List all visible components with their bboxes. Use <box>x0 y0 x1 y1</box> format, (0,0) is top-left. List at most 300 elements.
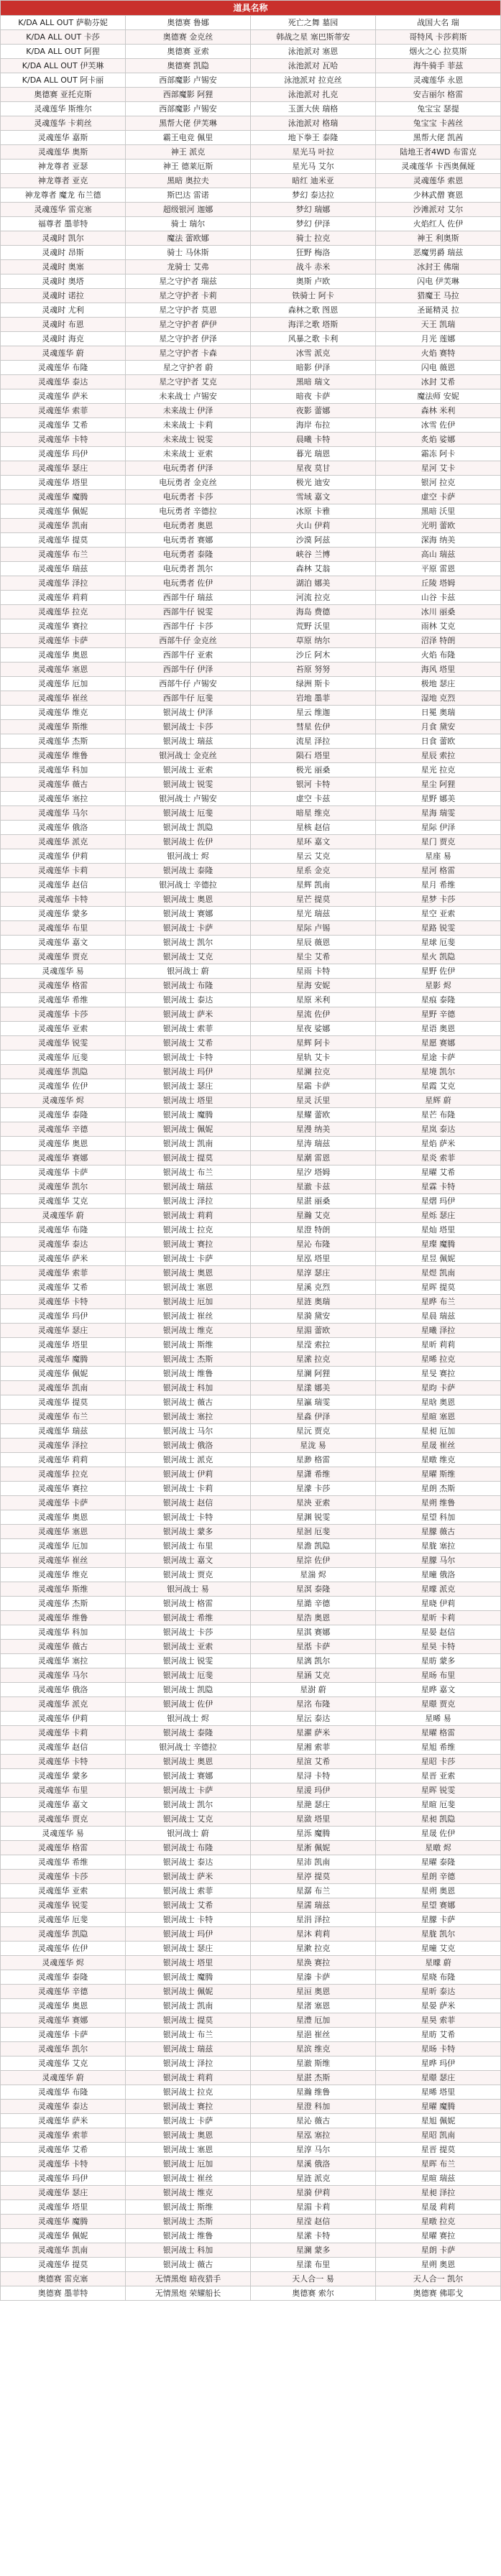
table-cell: 银河战士 塞恩 <box>126 1280 251 1295</box>
table-cell: 灵魂莲华 泰达 <box>1 2100 126 2114</box>
table-row <box>1 749 501 763</box>
table-row <box>1 2215 501 2229</box>
table-row <box>1 562 501 576</box>
table-cell: 灵魂莲华 布兰 <box>1 1410 126 1424</box>
table-cell: 银河战士 泰达 <box>126 1855 251 1870</box>
table-cell: 星语 奥恩 <box>376 1022 501 1036</box>
table-cell: 星淙 佐伊 <box>251 1554 376 1568</box>
table-cell: 星曜 赛拉 <box>376 2229 501 2243</box>
table-cell: 星昭 凯南 <box>376 2128 501 2143</box>
table-cell: 灵魂莲华 艾希 <box>1 2143 126 2157</box>
table-cell: 星灿 塔里 <box>376 1223 501 1237</box>
table-cell: 星晞 易 <box>376 1712 501 1726</box>
table-row <box>1 1079 501 1094</box>
table-cell: 灵魂莲华 辛德 <box>1 1985 126 1999</box>
table-cell: 灵魂莲华 提莫 <box>1 1395 126 1410</box>
table-cell: 银河战士 魔腾 <box>126 1970 251 1985</box>
table-cell: 银河战士 塔里 <box>126 1956 251 1970</box>
table-cell: 星昊 索菲 <box>376 2013 501 2028</box>
table-cell: 银河战士 莉莉 <box>126 2071 251 2085</box>
table-row <box>1 217 501 231</box>
table-cell: 灵魂莲华 卡特 <box>1 433 126 447</box>
table-cell: 电玩勇者 伊泽 <box>126 461 251 476</box>
table-cell: 星漱 拉克 <box>251 1942 376 1956</box>
table-cell: 星光马 叶拉 <box>251 145 376 160</box>
table-cell: 灵魂莲华 艾希 <box>1 418 126 433</box>
table-cell: 灵魂莲华 卡西奥佩娅 <box>376 160 501 174</box>
table-cell: 银河战士 拉克 <box>126 1223 251 1237</box>
table-cell: 星际 卢锡 <box>251 921 376 936</box>
table-row <box>1 1812 501 1827</box>
table-cell: 银河战士 厄斐 <box>126 806 251 821</box>
table-cell: 星胧 凯尔 <box>376 1927 501 1942</box>
table-cell: 灵魂莲华 萨米 <box>1 2114 126 2128</box>
table-row <box>1 763 501 777</box>
table-row <box>1 389 501 404</box>
table-cell: 冰雪 派克 <box>251 346 376 361</box>
table-cell: 灵魂莲华 俄洛 <box>1 821 126 835</box>
table-cell: 暗红 迪米亚 <box>251 174 376 188</box>
table-cell: 西部魔影 卢锡安 <box>126 102 251 116</box>
table-cell: 星痕 泰隆 <box>376 993 501 1007</box>
table-cell: 星之守护者 卡森 <box>126 346 251 361</box>
table-cell: 沼泽 特朗 <box>376 634 501 648</box>
table-cell: 火焰 布隆 <box>376 648 501 663</box>
table-cell: 奥德赛 金克丝 <box>126 30 251 45</box>
table-cell: 星溪 克烈 <box>251 1280 376 1295</box>
table-cell: 骑士 拉克 <box>251 231 376 246</box>
table-cell: K/DA ALL OUT 伊芙琳 <box>1 59 126 73</box>
table-row <box>1 1985 501 1999</box>
header-row <box>1 1 501 16</box>
table-cell: 灵魂莲华 赛娜 <box>1 2013 126 2028</box>
table-cell: 星淳 瑟庄 <box>251 1266 376 1280</box>
table-cell: 黑暗 沃里 <box>376 504 501 519</box>
table-row <box>1 2286 501 2301</box>
table-cell: 灵魂莲华 伊莉 <box>1 849 126 864</box>
table-cell: 银河战士 魔腾 <box>126 1108 251 1122</box>
table-cell: 银河战士 凯隐 <box>126 1683 251 1697</box>
table-row <box>1 1956 501 1970</box>
table-cell: 彗星 佐伊 <box>251 720 376 734</box>
table-row <box>1 1022 501 1036</box>
table-row <box>1 289 501 303</box>
table-cell: 星月 希维 <box>376 878 501 892</box>
table-row <box>1 1352 501 1367</box>
table-cell: 星渲 艾希 <box>251 1755 376 1769</box>
table-row <box>1 1611 501 1625</box>
table-cell: 灵魂莲华 卡萨 <box>1 2028 126 2042</box>
table-row <box>1 993 501 1007</box>
table-cell: 灵魂莲华 派克 <box>1 1697 126 1712</box>
table-row <box>1 720 501 734</box>
table-cell: 银河战士 卢锡安 <box>126 792 251 806</box>
table-cell: 灵魂莲华 蔚 <box>1 2071 126 2085</box>
table-cell: 星晏 赵信 <box>376 1625 501 1640</box>
table-cell: 未来战士 锐雯 <box>126 433 251 447</box>
table-cell: 银河战士 布隆 <box>126 979 251 993</box>
table-cell: 星核 赵信 <box>251 821 376 835</box>
table-cell: 星朗 辛德 <box>376 1870 501 1884</box>
table-cell: 战斗 赤米 <box>251 260 376 274</box>
table-cell: 少林武僧 赛恩 <box>376 188 501 203</box>
table-cell: 银河战士 泰达 <box>126 993 251 1007</box>
table-cell: 星尘 阿狸 <box>376 777 501 792</box>
table-cell: 星流 佐伊 <box>251 1007 376 1022</box>
table-cell: 灵魂莲华 杰斯 <box>1 734 126 749</box>
table-cell: 灵魂莲华 卡莎 <box>1 1007 126 1022</box>
table-cell: 未来战士 卡莉 <box>126 418 251 433</box>
table-cell: 星潇 希维 <box>251 1467 376 1482</box>
table-cell: 星轨 艾卡 <box>251 1051 376 1065</box>
table-cell: 神王 德莱厄斯 <box>126 160 251 174</box>
table-cell: 灵魂莲华 烬 <box>1 1956 126 1970</box>
table-cell: 电玩勇者 泰隆 <box>126 548 251 562</box>
table-cell: 星晔 布兰 <box>376 1295 501 1309</box>
table-cell: 银河战士 奥恩 <box>126 2128 251 2143</box>
table-cell: 银河战士 格雷 <box>126 1597 251 1611</box>
table-cell: 银河战士 蔚 <box>126 1827 251 1841</box>
table-cell: 银河战士 锐雯 <box>126 1654 251 1668</box>
table-cell: 银河战士 艾希 <box>126 1898 251 1913</box>
table-cell: 绿洲 斯卡 <box>251 677 376 691</box>
table-cell: 灵魂莲华 卡莎 <box>1 1870 126 1884</box>
table-row <box>1 777 501 792</box>
table-cell: 银河战士 凯尔 <box>126 1798 251 1812</box>
table-cell: 星潮 雷恩 <box>251 1151 376 1165</box>
table-cell: 灵魂莲华 塔里 <box>1 2200 126 2215</box>
table-cell: 灵魂时 布恩 <box>1 318 126 332</box>
table-cell: 星晟 崔丝 <box>376 1439 501 1453</box>
table-cell: 星晗 奥恩 <box>376 1395 501 1410</box>
table-cell: 星漪 黛安 <box>251 1309 376 1324</box>
table-cell: 银河战士 布兰 <box>126 1165 251 1180</box>
table-cell: 奥德赛 雷克塞 <box>1 2272 126 2286</box>
table-cell: 灵魂莲华 崔丝 <box>1 1554 126 1568</box>
table-row <box>1 1180 501 1194</box>
table-cell: 星涓 泽拉 <box>251 1913 376 1927</box>
table-cell: 海岛 费德 <box>251 605 376 619</box>
table-cell: 星淼 伊泽 <box>251 1410 376 1424</box>
table-cell: 灵魂莲华 厄斐 <box>1 1913 126 1927</box>
table-cell: 灵魂莲华 杰斯 <box>1 1597 126 1611</box>
table-cell: 灵魂莲华 赛娜 <box>1 1151 126 1165</box>
table-cell: 天人合一 易 <box>251 2272 376 2286</box>
table-cell: 银河战士 卡莎 <box>126 1625 251 1640</box>
table-cell: 星漾 布里 <box>251 2258 376 2272</box>
table-cell: 星瀛 瑞雯 <box>251 1395 376 1410</box>
table-cell: 灵魂时 海克 <box>1 332 126 346</box>
table-cell: 灵魂莲华 提莫 <box>1 533 126 548</box>
table-cell: 灵魂莲华 布兰 <box>1 548 126 562</box>
table-cell: 沙丘 阿木 <box>251 648 376 663</box>
table-cell: 银河战士 烬 <box>126 1712 251 1726</box>
table-cell: 灵魂莲华 嘉斯 <box>1 131 126 145</box>
table-cell: 灵魂莲华 魔腾 <box>1 1352 126 1367</box>
table-cell: 灵魂莲华 瑟庄 <box>1 1324 126 1338</box>
table-cell: 银河战士 奥恩 <box>126 1266 251 1280</box>
table-cell: 星湄 卡莉 <box>251 2200 376 2215</box>
table-row <box>1 203 501 217</box>
table-cell: 灵魂莲华 崔丝 <box>1 691 126 706</box>
table-cell: 银河战士 杰斯 <box>126 2215 251 2229</box>
table-cell: 灵魂莲华 奥恩 <box>1 648 126 663</box>
table-cell: 星晓 伊莉 <box>376 1597 501 1611</box>
table-cell: 星梦 卡莎 <box>376 892 501 907</box>
table-cell: 星熠 玛伊 <box>376 1194 501 1209</box>
table-cell: 银河战士 布兰 <box>126 2028 251 2042</box>
table-row <box>1 160 501 174</box>
table-cell: 星烁 瑟庄 <box>376 1209 501 1223</box>
table-row <box>1 1051 501 1065</box>
table-cell: 星曜 格雷 <box>376 1726 501 1740</box>
table-cell: 灵魂莲华 卡特 <box>1 1295 126 1309</box>
table-cell: 星晖 提莫 <box>376 1280 501 1295</box>
table-cell: 灵魂莲华 凯南 <box>1 519 126 533</box>
table-cell: 灵魂莲华 萨米 <box>1 1252 126 1266</box>
table-cell: 灵魂莲华 塞拉 <box>1 1654 126 1668</box>
table-cell: 星晓 布隆 <box>376 1970 501 1985</box>
table-cell: 银河战士 莉莉 <box>126 1209 251 1223</box>
table-row <box>1 1467 501 1482</box>
table-cell: 火山 伊莉 <box>251 519 376 533</box>
table-cell: 银河战士 艾克 <box>126 1812 251 1827</box>
table-cell: 灵魂莲华 布里 <box>1 921 126 936</box>
table-cell: 银河战士 烬 <box>126 849 251 864</box>
table-row <box>1 1525 501 1539</box>
table-cell: 灵魂莲华 玛伊 <box>1 1309 126 1324</box>
table-row <box>1 1424 501 1439</box>
table-cell: 岩地 墨菲 <box>251 691 376 706</box>
table-row <box>1 1252 501 1266</box>
table-cell: 狂野 梅洛 <box>251 246 376 260</box>
table-cell: 地下拳王 泰隆 <box>251 131 376 145</box>
table-cell: 星之守护者 萨伊 <box>126 318 251 332</box>
table-cell: 星光 拉克 <box>376 763 501 777</box>
table-cell: 星浔 卡特 <box>251 1769 376 1783</box>
table-cell: 银河战士 凯南 <box>126 1999 251 2013</box>
table-cell: 灵魂莲华 魔腾 <box>1 2215 126 2229</box>
table-cell: 银河战士 萨米 <box>126 1007 251 1022</box>
table-cell: 灵魂莲华 易 <box>1 964 126 979</box>
table-cell: 灵魂莲华 索恩 <box>376 174 501 188</box>
table-row <box>1 964 501 979</box>
table-cell: 星沛 凯南 <box>251 1855 376 1870</box>
table-row <box>1 303 501 318</box>
table-row <box>1 619 501 634</box>
table-cell: 银河战士 斯维 <box>126 1338 251 1352</box>
table-cell: 星野 娜美 <box>376 792 501 806</box>
table-row <box>1 1036 501 1051</box>
table-cell: 银河战士 马尔 <box>126 1424 251 1439</box>
table-row <box>1 174 501 188</box>
table-cell: 星野 辛德 <box>376 1007 501 1022</box>
table-cell: 星浥 崔丝 <box>251 2028 376 2042</box>
table-cell: 星渟 提莫 <box>251 1870 376 1884</box>
table-cell: 灵魂莲华 泽拉 <box>1 576 126 591</box>
table-cell: 星瀚 艾克 <box>251 1209 376 1223</box>
table-cell: 灵魂莲华 俄洛 <box>1 1683 126 1697</box>
table-cell: 星澜 蒙多 <box>251 2243 376 2258</box>
table-row <box>1 188 501 203</box>
table-cell: 星芒 提莫 <box>251 892 376 907</box>
table-cell: 圣诞精灵 拉 <box>376 303 501 318</box>
table-cell: 银河战士 蔚 <box>126 964 251 979</box>
table-cell: 黑帮大佬 伊芙琳 <box>126 116 251 131</box>
table-row <box>1 605 501 619</box>
table-cell: 星炎 索菲 <box>376 1151 501 1165</box>
table-cell: 梦幻 瑞娜 <box>251 203 376 217</box>
table-cell: 烟火之心 拉莫斯 <box>376 45 501 59</box>
table-row <box>1 2171 501 2186</box>
table-cell: 星霜 卡萨 <box>251 1079 376 1094</box>
table-cell: 星朗 杰斯 <box>376 1482 501 1496</box>
table-cell: 极光 迪安 <box>251 476 376 490</box>
table-cell: 灵魂莲华 塞恩 <box>1 1525 126 1539</box>
table-cell: 银河战士 拉克 <box>126 2085 251 2100</box>
table-cell: 泳池派对 瓦哈 <box>251 59 376 73</box>
table-cell: 西部牛仔 亚索 <box>126 648 251 663</box>
table-cell: 灵魂莲华 凯南 <box>1 1381 126 1395</box>
table-cell: 星曜 艾希 <box>376 1165 501 1180</box>
table-cell: 星之守护者 莫恩 <box>126 303 251 318</box>
table-cell: 星澜 拉克 <box>251 1065 376 1079</box>
table-cell: 星浩 奥恩 <box>251 1611 376 1625</box>
table-cell: 星暄 厄斐 <box>376 1798 501 1812</box>
table-row <box>1 1338 501 1352</box>
table-cell: 银河战士 厄斐 <box>126 1668 251 1683</box>
table-cell: 星曚 派克 <box>376 1582 501 1597</box>
table-row <box>1 835 501 849</box>
table-row <box>1 332 501 346</box>
table-row <box>1 2013 501 2028</box>
table-cell: 星曜 斯维 <box>376 1467 501 1482</box>
table-cell: 灵魂时 凯尔 <box>1 231 126 246</box>
table-cell: 星晟 佐伊 <box>376 1827 501 1841</box>
table-cell: 灵魂莲华 索菲 <box>1 2128 126 2143</box>
table-cell: 星湲 玛伊 <box>251 1783 376 1798</box>
table-cell: 星泷 易 <box>251 1439 376 1453</box>
table-cell: 星泓 塞拉 <box>251 2128 376 2143</box>
table-cell: 银河战士 崔丝 <box>126 2171 251 2186</box>
table-row <box>1 1510 501 1525</box>
table-cell: 星空 亚索 <box>376 907 501 921</box>
table-cell: 星渺 格雷 <box>251 1453 376 1467</box>
table-cell: 银河战士 布里 <box>126 1539 251 1554</box>
table-cell: 银河战士 玛伊 <box>126 1065 251 1079</box>
table-cell: 星澈 卡兹 <box>251 1180 376 1194</box>
table-cell: 灵魂莲华 厄斐 <box>1 1051 126 1065</box>
table-cell: 灵魂莲华 卡莉 <box>1 1726 126 1740</box>
table-cell: 星朦 马尔 <box>376 1554 501 1568</box>
table-cell: 灵魂莲华 亚索 <box>1 1022 126 1036</box>
table-cell: 冰封 艾希 <box>376 375 501 389</box>
table-cell: 星愿 赛娜 <box>376 1036 501 1051</box>
table-cell: 星火 凯隐 <box>376 950 501 964</box>
table-cell: 灵魂时 诺拉 <box>1 289 126 303</box>
table-cell: 星晔 嘉文 <box>376 1683 501 1697</box>
table-cell: 灵魂莲华 奥恩 <box>1 1999 126 2013</box>
table-cell: 银河战士 金克丝 <box>126 749 251 763</box>
table-row <box>1 548 501 562</box>
table-cell: 星昭 卡莎 <box>376 1755 501 1769</box>
table-cell: 灵魂莲华 艾克 <box>1 1194 126 1209</box>
table-cell: 冰原 卡雅 <box>251 504 376 519</box>
table-cell: 灵魂莲华 雷克塞 <box>1 203 126 217</box>
table-cell: 陆地王者4WD 布雷克 <box>376 145 501 160</box>
table-cell: 星溱 卡萨 <box>251 1970 376 1985</box>
table-cell: 银河战士 泽拉 <box>126 1194 251 1209</box>
table-cell: 龙骑士 艾弗 <box>126 260 251 274</box>
table-cell: 灵魂莲华 烬 <box>1 1094 126 1108</box>
table-cell: 星昊 卡特 <box>376 1640 501 1654</box>
table-cell: 灵魂莲华 凯隐 <box>1 1065 126 1079</box>
table-cell: 陨石 塔里 <box>251 749 376 763</box>
table-row <box>1 2028 501 2042</box>
table-cell: 灵魂莲华 维克 <box>1 1568 126 1582</box>
table-cell: 荒野 沃里 <box>251 619 376 634</box>
table-cell: 星洺 布隆 <box>251 1697 376 1712</box>
table-cell: 星溟 泰隆 <box>251 1582 376 1597</box>
table-cell: 星晖 布兰 <box>376 2157 501 2171</box>
table-cell: 灵魂时 奥塞 <box>1 260 126 274</box>
table-row <box>1 1827 501 1841</box>
table-cell: 魔法 蕾欧娜 <box>126 231 251 246</box>
table-row <box>1 663 501 677</box>
table-cell: 灵魂时 奥塔 <box>1 274 126 289</box>
table-cell: 银河战士 泰隆 <box>126 1726 251 1740</box>
table-row <box>1 1165 501 1180</box>
table-cell: 星朗 卡萨 <box>376 2243 501 2258</box>
table-cell: 夜影 蕾娜 <box>251 404 376 418</box>
table-cell: 星曚 蔚 <box>376 1956 501 1970</box>
table-cell: 银河战士 奥恩 <box>126 1755 251 1769</box>
table-row <box>1 1855 501 1870</box>
table-cell: 灵魂莲华 伊莉 <box>1 1712 126 1726</box>
table-cell: 丘陵 塔姆 <box>376 576 501 591</box>
table-row <box>1 864 501 878</box>
table-cell: 银河战士 奥恩 <box>126 892 251 907</box>
table-cell: 星河 艾卡 <box>376 461 501 476</box>
table-cell: 虚空 卡萨 <box>376 490 501 504</box>
table-row <box>1 1453 501 1467</box>
table-row <box>1 1999 501 2013</box>
table-row <box>1 30 501 45</box>
table-row <box>1 1668 501 1683</box>
table-cell: 灵魂莲华 布隆 <box>1 2085 126 2100</box>
table-cell: 灵魂莲华 卡萨 <box>1 634 126 648</box>
table-row <box>1 591 501 605</box>
table-cell: 奥德赛 墨菲特 <box>1 2286 126 2301</box>
table-cell: 灵魂莲华 马尔 <box>1 1668 126 1683</box>
table-cell: 星辉 阿卡 <box>251 1036 376 1051</box>
table-cell: 灵魂莲华 佩妮 <box>1 2229 126 2243</box>
table-cell: 死亡之舞 墓园 <box>251 16 376 30</box>
table-row <box>1 979 501 993</box>
table-cell: 星洄 厄斐 <box>251 1525 376 1539</box>
table-row <box>1 1740 501 1755</box>
table-row <box>1 1237 501 1252</box>
table-cell: 星澍 蔚 <box>251 1683 376 1697</box>
table-cell: 灵魂莲华 佐伊 <box>1 1942 126 1956</box>
table-cell: 海洋之歌 塔斯 <box>251 318 376 332</box>
table-cell: 灵魂莲华 塔里 <box>1 476 126 490</box>
table-cell: 灵魂莲华 佩妮 <box>1 1367 126 1381</box>
table-cell: 星岚 泰达 <box>376 1122 501 1137</box>
table-cell: 灵魂莲华 塔里 <box>1 1338 126 1352</box>
table-cell: 灵魂莲华 泰隆 <box>1 1970 126 1985</box>
table-cell: 神王 派克 <box>126 145 251 160</box>
